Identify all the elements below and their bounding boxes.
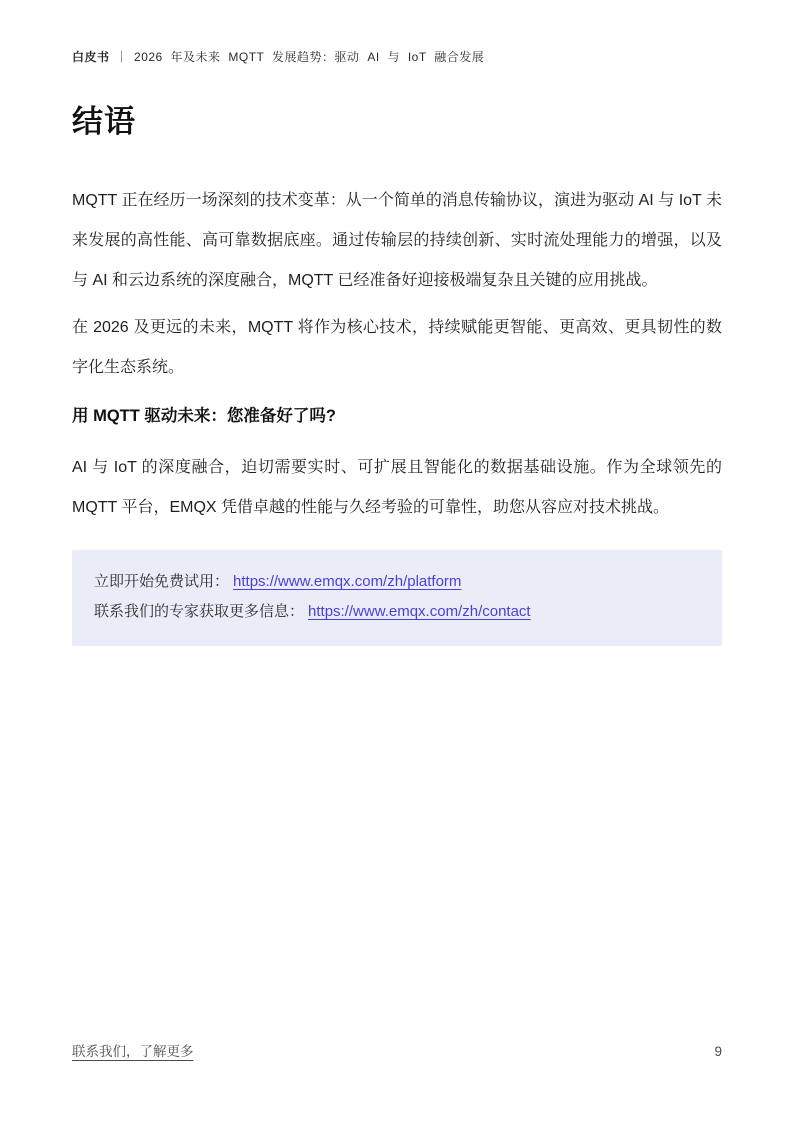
cta-line-contact [94,597,700,627]
header-title: 2026 年及未来 MQTT 发展趋势：驱动 AI 与 IoT 融合发展 [134,50,485,64]
page-content [72,96,722,646]
paragraph-3: AI 与 IoT 的深度融合，迫切需要实时、可扩展且智能化的数据基础设施。作为全球领先的 MQTT 平台，EMQX 凭借卓越的性能与久经考验的可靠性，助您从容应对技术挑战。 [72,459,722,516]
cta-trial-label: 立即开始免费试用： [94,573,230,590]
cta-line-trial [94,567,700,597]
cta-trial-link[interactable]: https://www.emqx.com/zh/platform [233,573,462,590]
cta-box [72,550,722,646]
sub-heading: 用 MQTT 驱动未来：您准备好了吗? [72,407,336,425]
cta-contact-link[interactable]: https://www.emqx.com/zh/contact [308,603,531,620]
header-separator: ｜ [115,50,129,64]
page-footer [72,1040,722,1060]
header-brand: 白皮书 [72,50,110,64]
cta-contact-label: 联系我们的专家获取更多信息： [94,603,305,620]
paragraph-1: MQTT 正在经历一场深刻的技术变革：从一个简单的消息传输协议，演进为驱动 AI 与 IoT 未来发展的高性能、高可靠数据底座。通过传输层的持续创新、实时流处理能力的增强，以及与 AI 和云边系统的深度融合，MQTT 已经准备好迎接极端复杂且关键的应用挑战。 [72,192,722,289]
page-title: 结语 [72,104,136,139]
page-number: 9 [714,1044,722,1059]
footer-contact-link[interactable]: 联系我们，了解更多 [72,1044,194,1059]
paragraph-2: 在 2026 及更远的未来，MQTT 将作为核心技术，持续赋能更智能、更高效、更具韧性的数字化生态系统。 [72,319,722,376]
page-header [72,48,722,65]
